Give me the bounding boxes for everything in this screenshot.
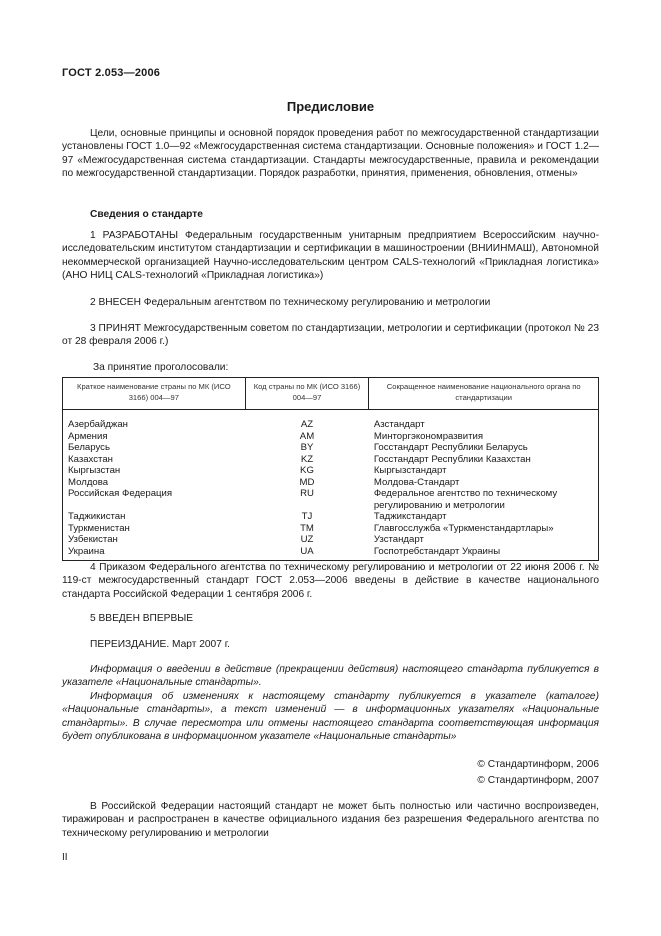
header-country: Краткое наименование страны по МК (ИСО 3166) 004—97 — [63, 378, 246, 410]
section-heading: Сведения о стандарте — [90, 209, 203, 220]
country-cell: Узбекистан — [68, 534, 118, 545]
document-header: ГОСТ 2.053—2006 — [62, 67, 161, 79]
body-cell: Узстандарт — [373, 534, 424, 545]
code-cell: TM — [300, 522, 314, 534]
country-cell: Туркменистан — [68, 522, 130, 534]
code-cell: AM — [299, 430, 315, 442]
body-cell: Молдова-Стандарт — [373, 476, 460, 488]
table-row — [63, 523, 599, 535]
table-row — [63, 546, 599, 561]
code-cell: BY — [300, 442, 314, 453]
item-4-enacted: 4 Приказом Федерального агентства по техническому регулированию и метрологии от 22 июня 2006 г. № 119-ст межгосударственный стандарт ГОСТ 2.053—2006 введены в действие в качестве национального стандарта Российской Федерации 1 сентября 2006 г. — [62, 562, 599, 600]
table-row — [63, 488, 599, 511]
votes-label: За принятие проголосовали: — [93, 362, 229, 373]
table-row — [63, 410, 599, 431]
reissue-note: ПЕРЕИЗДАНИЕ. Март 2007 г. — [90, 639, 231, 650]
table-row — [63, 477, 599, 489]
country-cell: Кыргызстан — [68, 465, 121, 476]
page-title: Предисловие — [286, 99, 375, 114]
item-3-adopted: 3 ПРИНЯТ Межгосударственным советом по стандартизации, метрологии и сертификации (протокол № 23 от 28 февраля 2006 г.) — [62, 323, 599, 348]
country-cell: Украина — [68, 545, 105, 557]
body-cell: Минторгэкономразвития — [373, 430, 484, 442]
header-code: Код страны по МК (ИСО 3166) 004—97 — [245, 378, 369, 410]
table-row — [63, 431, 599, 443]
body-cell: Госстандарт Республики Казахстан — [373, 453, 531, 465]
table-row — [63, 454, 599, 466]
code-cell: UZ — [300, 534, 314, 545]
code-cell: TJ — [301, 511, 313, 522]
body-cell: Госпотребстандарт Украины — [373, 545, 501, 557]
body-cell: Госстандарт Республики Беларусь — [373, 442, 528, 453]
country-cell: Армения — [68, 430, 108, 442]
code-cell: MD — [299, 476, 315, 488]
code-cell: UA — [300, 545, 314, 557]
voting-table — [62, 377, 599, 561]
code-cell: AZ — [300, 419, 314, 430]
table-header-row — [63, 378, 599, 410]
page-number: II — [62, 852, 68, 863]
table-row — [63, 534, 599, 546]
table-row — [63, 465, 599, 477]
legal-notice: В Российской Федерации настоящий стандарт не может быть полностью или частично воспроизведен, тиражирован и распространен в качестве официального издания без разрешения Федерального агентства по техническому регулированию и метрологии — [62, 801, 599, 839]
item-2-introduced: 2 ВНЕСЕН Федеральным агентством по техническому регулированию и метрологии — [90, 297, 491, 308]
copyright-2006: © Стандартинформ, 2006 — [477, 759, 599, 770]
country-cell: Азербайджан — [68, 419, 128, 430]
body-cell: Главгосслужба «Туркменстандартлары» — [373, 522, 554, 534]
country-cell: Российская Федерация — [68, 488, 173, 499]
country-cell: Таджикистан — [68, 511, 126, 522]
copyright-2007: © Стандартинформ, 2007 — [477, 775, 599, 786]
body-cell: Таджикстандарт — [373, 511, 447, 522]
code-cell: KG — [300, 465, 314, 476]
code-cell: RU — [300, 488, 314, 499]
body-cell: Кыргызстандарт — [373, 465, 447, 476]
item-1-developed: 1 РАЗРАБОТАНЫ Федеральным государственным унитарным предприятием Всероссийским научно-исследовательским институтом стандартизации и сертификации в машиностроении (ВНИИНМАШ), Автономной некоммерческой организацией Научно-исследовательским центром CALS-технологий «Прикладная логистика» (АНО НИЦ CALS-технологий «Прикладная логистика») — [62, 230, 599, 282]
table-row — [63, 511, 599, 523]
code-cell: KZ — [300, 453, 314, 465]
body-cell: Федеральное агентство по техническому регулированию и метрологии — [373, 488, 558, 511]
country-cell: Беларусь — [68, 442, 110, 453]
table-row — [63, 442, 599, 454]
country-cell: Молдова — [68, 476, 109, 488]
intro-paragraph: Цели, основные принципы и основной порядок проведения работ по межгосударственной стандартизации установлены ГОСТ 1.0—92 «Межгосударственная система стандартизации. Основные положения» и ГОСТ 1.2—97 «Межгосударственная система стандартизации. Стандарты межгосударственные, правила и рекомендации по межгосударственной стандартизации. Порядок разработки, принятия, применения, обновления, отмены» — [62, 128, 600, 180]
info-paragraph-2: Информация об изменениях к настоящему стандарту публикуется в указателе (каталоге) «Национальные стандарты», а текст изменений — в информационных указателях «Национальные стандарты». В случае пересмотра или отмены настоящего стандарта соответствующая информация будет опубликована в информационном указателе «Национальные стандарты» — [62, 691, 599, 743]
header-body: Сокращенное наименование национального органа по стандартизации — [369, 378, 599, 410]
country-cell: Казахстан — [68, 453, 113, 465]
item-5-first-introduced: 5 ВВЕДЕН ВПЕРВЫЕ — [90, 613, 194, 624]
info-paragraph-1: Информация о введении в действие (прекращении действия) настоящего стандарта публикуется в указателе «Национальные стандарты». — [62, 664, 599, 689]
body-cell: Азстандарт — [373, 419, 425, 430]
